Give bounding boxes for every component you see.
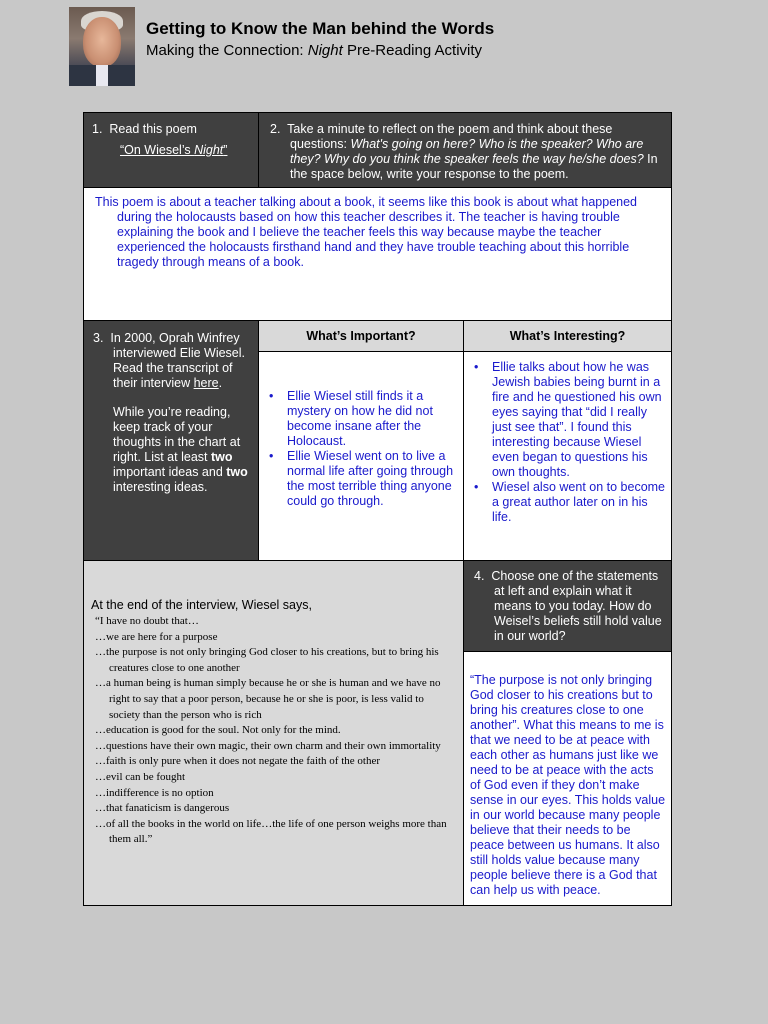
step1-cell	[83, 112, 259, 188]
poem-link[interactable]: “On Wiesel’s Night”	[120, 143, 228, 157]
quote-line: …that fanaticism is dangerous	[95, 802, 230, 815]
quote-line: “I have no doubt that…	[95, 615, 199, 627]
closing-intro: At the end of the interview, Wiesel says,	[91, 598, 312, 612]
statement-response-field[interactable]: “The purpose is not only bringing God closer to his creations but to bring his creatures close to one another”. What this means to me is that we need to be at peace with each other as humans just like we need to be at peace with the acts of God even if they don’t make sense in our eyes. This holds value in our world because many people believe that their needs to be peace between us humans. It also still holds value because many people believe there is a God that can help us with peace.	[463, 651, 672, 906]
step4-cell: 4. Choose one of the statements at left and explain what it means to you today. How do Weisel’s beliefs still hold value in our world?	[463, 560, 672, 652]
step3-cell: 3. In 2000, Oprah Winfrey interviewed Elie Wiesel. Read the transcript of their interview here. While you’re reading, keep track of your thoughts in the chart at right. List at least two important ideas and two interesting ideas.	[83, 320, 259, 561]
quote-line: …indifference is no option	[95, 786, 214, 799]
step1-number: 1.	[92, 122, 103, 136]
interesting-item: • Wiesel also went on to become a great author later on in his life.	[468, 480, 667, 525]
quote-line: …we are here for a purpose	[95, 630, 218, 643]
quote-line: …questions have their own magic, their own charm and their own immortality	[95, 739, 441, 752]
interesting-item: • Ellie talks about how he was Jewish babies being burnt in a fire and he questioned his own eyes saying that “did I really just see that”. I found this interesting because Wiesel even began to questions his own thoughts.	[468, 360, 667, 480]
poem-response-field[interactable]: This poem is about a teacher talking about a book, it seems like this book is about what happened during the holocausts based on how this teacher describes it. The teacher is having trouble explaining the book and I believe the teacher feels this way because maybe the teacher experienced the holocausts firsthand hand and they have trouble teaching about this horrible tragedy through means of a book.	[83, 187, 672, 321]
wiesel-quote	[91, 614, 455, 848]
page-subtitle: Making the Connection: Night Pre-Reading Activity	[146, 42, 483, 59]
step3-number: 3.	[93, 331, 104, 345]
interview-link[interactable]: here	[193, 376, 219, 390]
quote-line: …faith is only pure when it does not negate the faith of the other	[95, 755, 381, 768]
quote-line: …evil can be fought	[95, 770, 186, 783]
step2-number: 2.	[270, 122, 281, 136]
step1-text: Read this poem	[109, 122, 197, 136]
quote-line: …education is good for the soul. Not only for the mind.	[95, 724, 341, 737]
page-title: Getting to Know the Man behind the Words	[146, 19, 495, 38]
interesting-header: What’s Interesting?	[463, 320, 672, 352]
quote-line: …a human being is human simply because he or she is human and we have no right to say that a poor person, because he or she is poor, is less valid to society than the person who is rich	[95, 677, 441, 721]
important-item: • Ellie Wiesel still finds it a mystery on how he did not become insane after the Holocaust.	[263, 389, 459, 449]
important-item: • Ellie Wiesel went on to live a normal life after going through the most terrible thing anyone could go through.	[263, 449, 459, 509]
step4-number: 4.	[474, 569, 485, 583]
closing-quote-cell	[83, 560, 464, 906]
author-photo	[69, 7, 135, 86]
important-header: What’s Important?	[258, 320, 464, 352]
important-cell[interactable]	[258, 351, 464, 561]
quote-line: …the purpose is not only bringing God closer to his creations, but to bring his creatures close to one another	[95, 646, 439, 674]
interesting-cell[interactable]	[463, 351, 672, 561]
step2-cell: 2. Take a minute to reflect on the poem and think about these questions: What's going on here? Who is the speaker? Who are they? Why do you think the speaker feels the way he/she does? In the space below, write your response to the poem.	[258, 112, 672, 188]
quote-line: …of all the books in the world on life…the life of one person weighs more than them all.”	[95, 817, 447, 846]
